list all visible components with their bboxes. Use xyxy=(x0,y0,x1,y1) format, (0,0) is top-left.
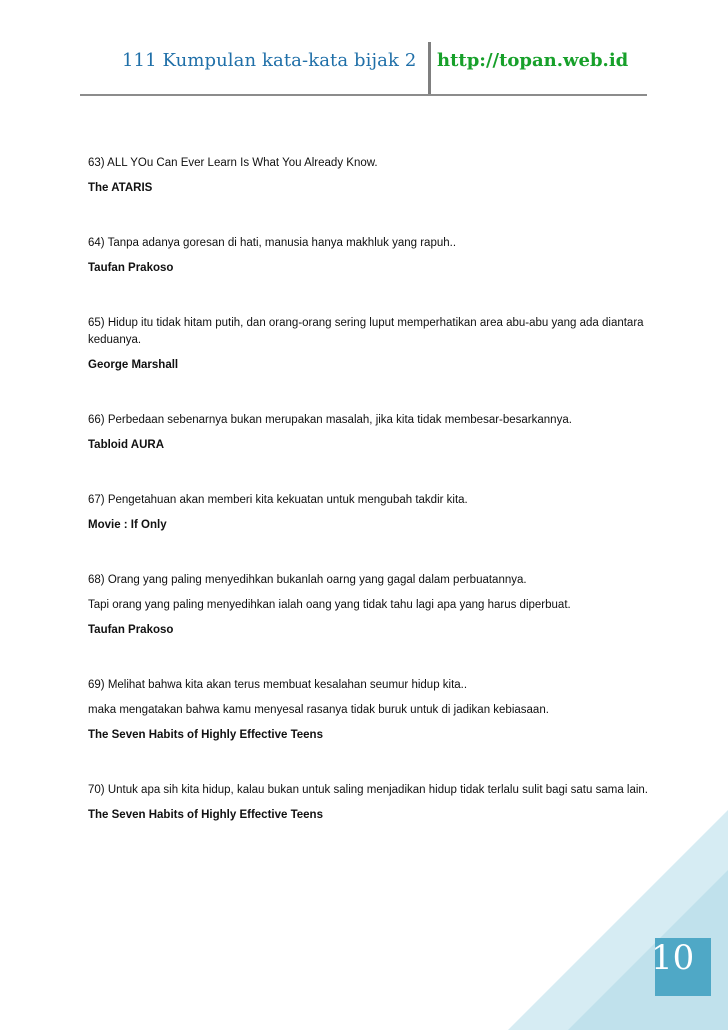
header-divider xyxy=(428,42,431,94)
quote-text: 66) Perbedaan sebenarnya bukan merupakan masalah, jika kita tidak membesar-besarkannya. xyxy=(88,414,572,426)
quote-text: 65) Hidup itu tidak hitam putih, dan orang-orang sering luput memperhatikan area abu-abu yang ada diantara keduanya. xyxy=(88,317,644,346)
quote-entry xyxy=(88,412,648,454)
quote-author: The ATARIS xyxy=(88,182,153,194)
quote-text: 63) ALL YOu Can Ever Learn Is What You Already Know. xyxy=(88,157,378,169)
quote-text: 67) Pengetahuan akan memberi kita kekuatan untuk mengubah takdir kita. xyxy=(88,494,468,506)
quotes-list xyxy=(88,155,648,862)
quote-text: 68) Orang yang paling menyedihkan bukanlah oarng yang gagal dalam perbuatannya. xyxy=(88,574,527,586)
quote-author: Taufan Prakoso xyxy=(88,262,174,274)
quote-text: maka mengatakan bahwa kamu menyesal rasanya tidak buruk untuk di jadikan kebiasaan. xyxy=(88,704,549,716)
quote-author: Movie : If Only xyxy=(88,519,167,531)
quote-author: The Seven Habits of Highly Effective Teens xyxy=(88,729,323,741)
quote-entry xyxy=(88,572,648,639)
corner-decoration xyxy=(508,810,728,1030)
quote-entry xyxy=(88,492,648,534)
quote-author: Tabloid AURA xyxy=(88,439,165,451)
quote-text: 64) Tanpa adanya goresan di hati, manusia hanya makhluk yang rapuh.. xyxy=(88,237,457,249)
quote-text: 70) Untuk apa sih kita hidup, kalau bukan untuk saling menjadikan hidup tidak terlalu sulit bagi satu sama lain. xyxy=(88,784,649,796)
quote-text: 69) Melihat bahwa kita akan terus membuat kesalahan seumur hidup kita.. xyxy=(88,679,468,691)
website-url[interactable]: http://topan.web.id xyxy=(437,50,629,71)
quote-author: George Marshall xyxy=(88,359,179,371)
document-title: 111 Kumpulan kata-kata bijak 2 xyxy=(122,50,417,71)
page-number: 10 xyxy=(651,938,695,978)
quote-author: The Seven Habits of Highly Effective Teens xyxy=(88,809,323,821)
header-rule xyxy=(80,94,647,96)
quote-entry xyxy=(88,315,648,374)
quote-entry xyxy=(88,677,648,744)
quote-text: Tapi orang yang paling menyedihkan ialah oang yang tidak tahu lagi apa yang harus diperbuat. xyxy=(88,599,571,611)
quote-entry xyxy=(88,155,648,197)
quote-entry xyxy=(88,235,648,277)
quote-author: Taufan Prakoso xyxy=(88,624,174,636)
